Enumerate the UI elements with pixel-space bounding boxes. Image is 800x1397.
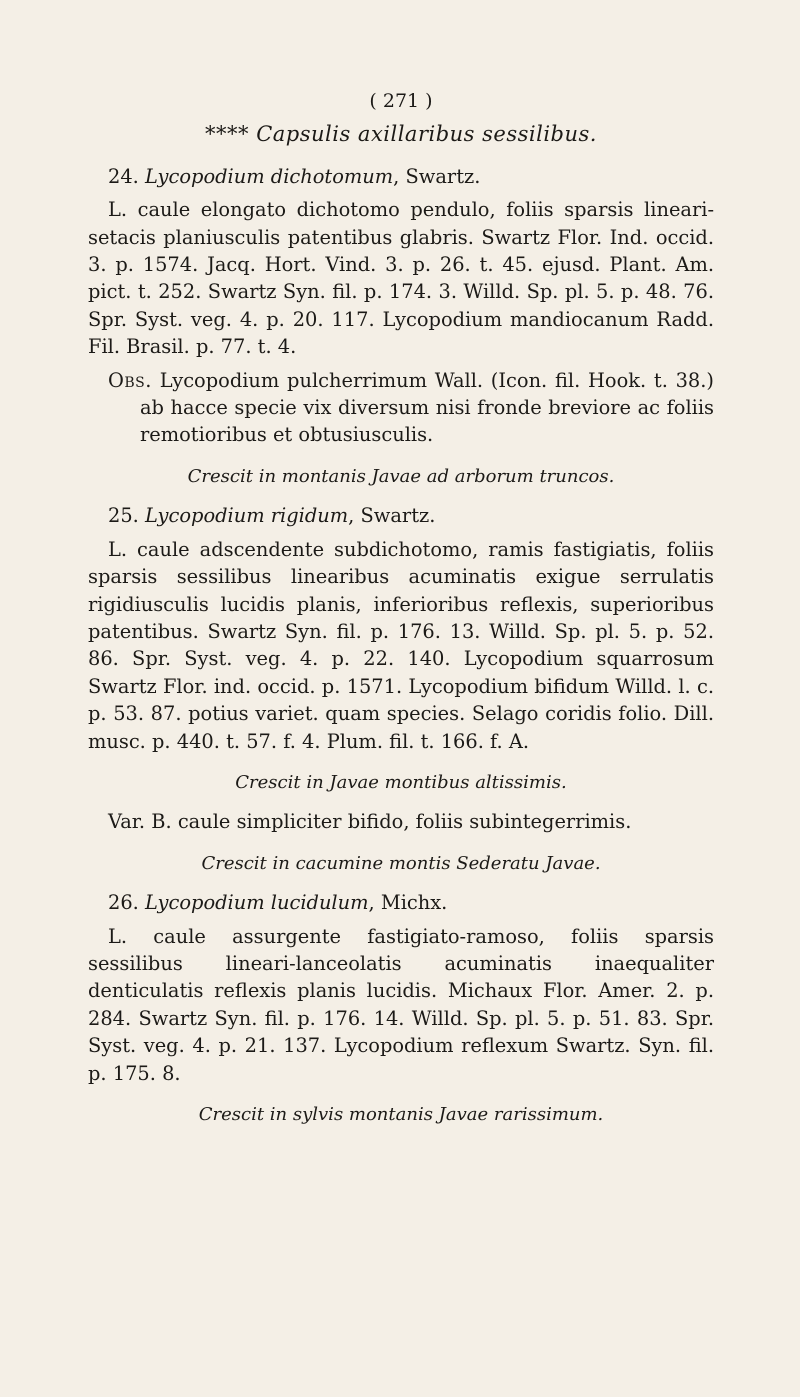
species-number: 26. — [108, 891, 139, 915]
species-description: L. caule adscendente subdichotomo, ramis fastigiatis, foliis sparsis sessilibus linearibus acuminatis exigue serrulatis rigidiusculis lucidis planis, inferioribus reflexis, superioribus patentibus. Swartz Syn. fil. p. 176. 13. Willd. Sp. pl. 5. p. 52. 86. Spr. Syst. veg. 4. p. 22. 140. Lycopodium squarrosum Swartz Flor. ind. occid. p. 1571. Lycopodium bifidum Willd. l. c. p. 53. 87. potius variet. quam species. Selago coridis folio. Dill. musc. p. 440. t. 57. f. 4. Plum. fil. t. 166. f. A. — [88, 537, 714, 753]
species-entry-25 — [88, 502, 714, 877]
species-name: Lycopodium lucidulum — [145, 891, 369, 915]
habitat-note: Crescit in montanis Javae ad arborum truncos. — [187, 465, 615, 487]
section-title: **** Capsulis axillaribus sessilibus. — [205, 122, 597, 147]
species-author: , Swartz. — [393, 164, 481, 188]
page-content — [88, 88, 714, 1140]
species-number: 24. — [108, 164, 139, 188]
species-entry-24 — [88, 163, 714, 490]
species-author: , Michx. — [368, 891, 448, 915]
species-heading — [88, 889, 714, 916]
variety-habitat-note: Crescit in cacumine montis Sederatu Javae. — [201, 852, 601, 874]
species-author: , Swartz. — [348, 504, 436, 528]
observation — [88, 367, 714, 449]
observation-text: Lycopodium pulcherrimum Wall. (Icon. fil. Hook. t. 38.) ab hacce specie vix diversum nisi fronde breviore ac foliis remotioribus et obtusiusculis. — [140, 368, 714, 447]
habitat-note: Crescit in sylvis montanis Javae rarissimum. — [198, 1104, 604, 1125]
species-name: Lycopodium dichotomum — [145, 164, 394, 188]
species-description: L. caule elongato dichotomo pendulo, foliis sparsis lineari-setacis planiusculis patentibus glabris. Swartz Flor. Ind. occid. 3. p. 1574. Jacq. Hort. Vind. 3. p. 26. t. 45. ejusd. Plant. Am. pict. t. 252. Swartz Syn. fil. p. 174. 3. Willd. Sp. pl. 5. p. 48. 76. Spr. Syst. veg. 4. p. 20. 117. Lycopodium mandiocanum Radd. Fil. Brasil. p. 77. t. 4. — [88, 198, 714, 359]
habitat-note: Crescit in Javae montibus altissimis. — [235, 771, 567, 793]
page-number: ( 271 ) — [369, 90, 433, 112]
species-name: Lycopodium rigidum — [145, 504, 349, 528]
observation-label: Obs. — [108, 368, 152, 392]
species-number: 25. — [108, 504, 139, 528]
species-heading — [88, 163, 714, 190]
variety-note: Var. B. caule simpliciter bifido, foliis subintegerrimis. — [108, 810, 632, 834]
species-description: L. caule assurgente fastigiato-ramoso, foliis sparsis sessilibus lineari-lanceolatis acuminatis inaequaliter denticulatis reflexis planis lucidis. Michaux Flor. Amer. 2. p. 284. Swartz Syn. fil. p. 176. 14. Willd. Sp. pl. 5. p. 51. 83. Spr. Syst. veg. 4. p. 21. 137. Lycopodium reflexum Swartz. Syn. fil. p. 175. 8. — [88, 924, 714, 1085]
species-entry-26 — [88, 889, 714, 1128]
species-heading — [88, 502, 714, 529]
